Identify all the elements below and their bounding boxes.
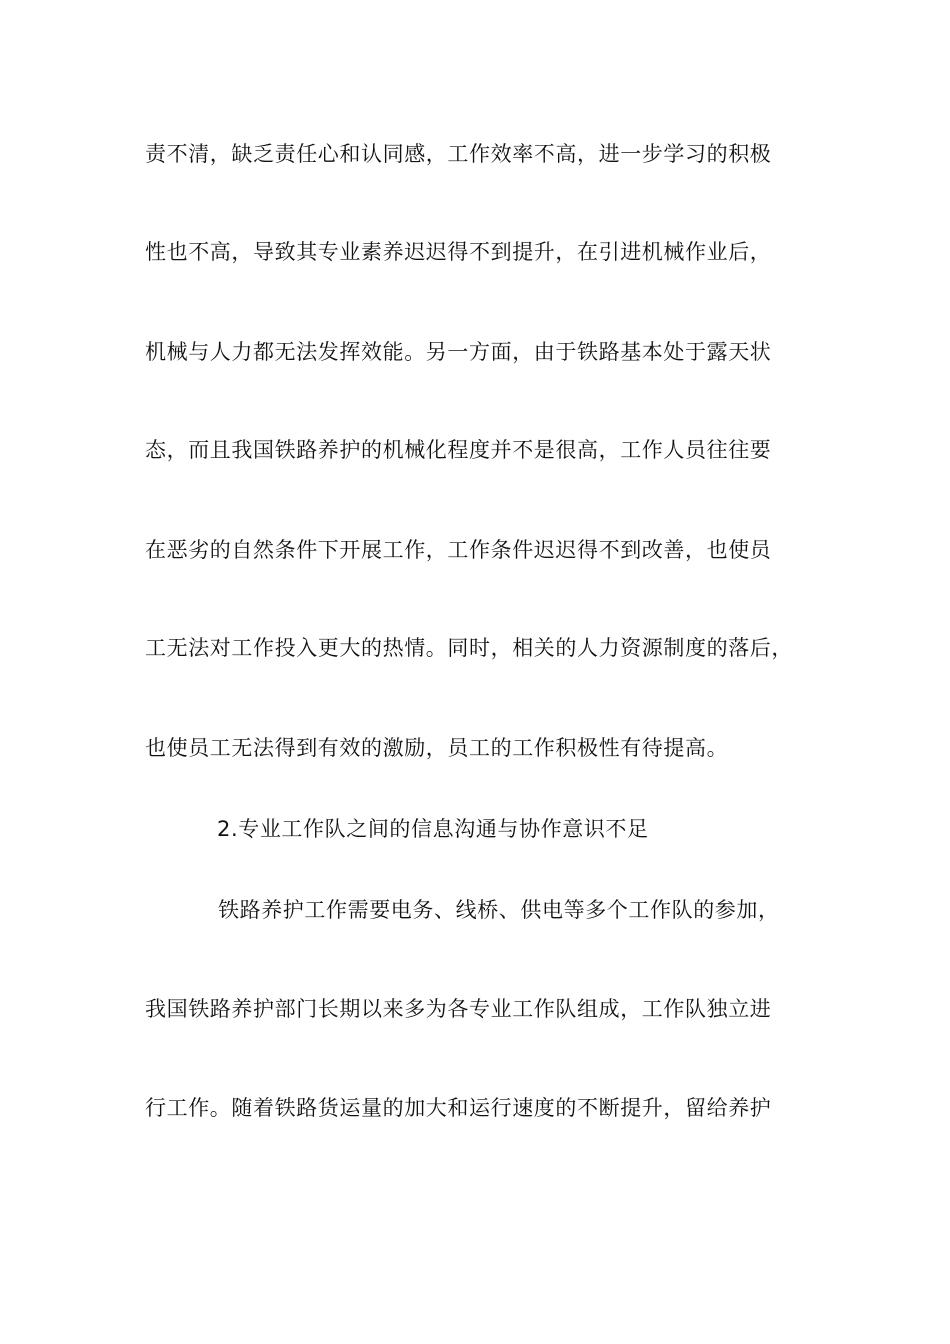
paragraph-line: 铁路养护工作需要电务、线桥、供电等多个工作队的参加， [218,898,780,922]
section-heading: 2.专业工作队之间的信息沟通与协作意识不足 [217,817,649,841]
paragraph-line: 责不清，缺乏责任心和认同感，工作效率不高，进一步学习的积极 [145,142,772,166]
paragraph-line: 在恶劣的自然条件下开展工作，工作条件迟迟得不到改善，也使员 [145,538,772,562]
paragraph-line: 我国铁路养护部门长期以来多为各专业工作队组成，工作队独立进 [145,997,772,1021]
paragraph-line: 态，而且我国铁路养护的机械化程度并不是很高，工作人员往往要 [145,438,772,462]
paragraph-line: 也使员工无法得到有效的激励，员工的工作积极性有待提高。 [145,736,729,760]
paragraph-line: 工无法对工作投入更大的热情。同时，相关的人力资源制度的落后， [145,636,793,660]
paragraph-line: 行工作。随着铁路货运量的加大和运行速度的不断提升，留给养护 [145,1096,772,1120]
paragraph-line: 性也不高，导致其专业素养迟迟得不到提升，在引进机械作业后， [145,240,772,264]
paragraph-line: 机械与人力都无法发挥效能。另一方面，由于铁路基本处于露天状 [145,340,772,364]
